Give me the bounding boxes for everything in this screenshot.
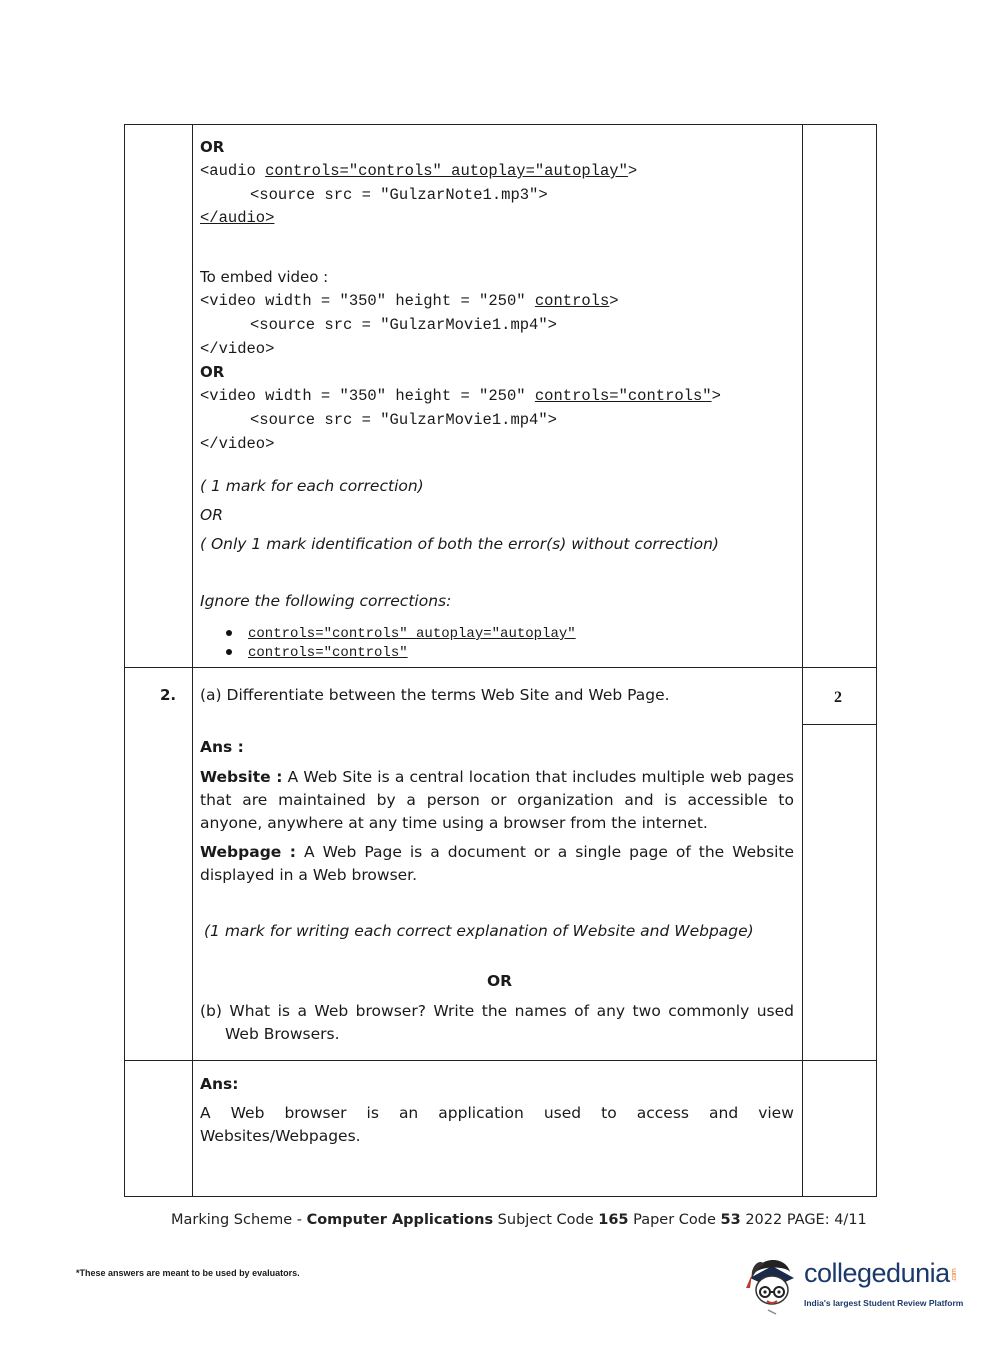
mascot-icon <box>742 1248 802 1318</box>
bullet-text: controls="controls" <box>248 645 408 661</box>
answer-line-2: Websites/Webpages. <box>200 1127 361 1145</box>
answer-line-1 <box>200 1104 794 1122</box>
bullet-text: controls="controls" autoplay="autoplay" <box>248 626 576 642</box>
mark-note: ( 1 mark for each correction) <box>200 477 424 495</box>
code-attrs: controls <box>534 292 610 310</box>
code-video2-open <box>200 387 721 405</box>
footer-subject: Computer Applications <box>306 1212 494 1228</box>
table-line-top <box>124 124 877 125</box>
word: used <box>543 1104 582 1122</box>
code-audio-close: </audio> <box>200 209 275 227</box>
only-mark-note: ( Only 1 mark identification of both the error(s) without correction) <box>200 535 719 553</box>
code-video1-source: <source src = "GulzarMovie1.mp4"> <box>250 316 557 334</box>
word: to <box>601 1104 617 1122</box>
bullet-item <box>226 642 408 661</box>
evaluator-disclaimer: *These answers are meant to be used by evaluators. <box>76 1268 300 1278</box>
word: and <box>709 1104 739 1122</box>
page-footer <box>171 1212 867 1228</box>
ignore-label: Ignore the following corrections: <box>200 592 452 610</box>
table-line-row1 <box>124 667 877 668</box>
question-b-text: (b) What is a Web browser? Write the names of any two commonly used Web Browsers. <box>200 1002 794 1043</box>
code-video1-open <box>200 292 619 310</box>
table-line-col2 <box>802 124 803 1197</box>
website-term: Website : <box>200 768 283 786</box>
embed-video-label: To embed video : <box>200 268 329 286</box>
bullet-item <box>226 623 576 642</box>
code-fragment: <video width = "350" height = "250" <box>200 292 535 310</box>
footer-page: 2022 PAGE: 4/11 <box>740 1212 867 1228</box>
code-video2-close: </video> <box>200 435 275 453</box>
logo-name: collegedunia <box>804 1258 950 1288</box>
table-line-marks <box>802 724 877 725</box>
bullet-dot <box>226 649 232 655</box>
footer-text: Subject Code <box>493 1212 599 1228</box>
code-audio-open <box>200 162 637 180</box>
footer-paper-code: 53 <box>720 1212 741 1228</box>
code-fragment: > <box>627 162 638 180</box>
footer-text: Marking Scheme - <box>171 1212 307 1228</box>
word: application <box>438 1104 524 1122</box>
code-video1-close: </video> <box>200 340 275 358</box>
code-fragment: > <box>609 292 619 310</box>
webpage-term: Webpage : <box>200 843 296 861</box>
collegedunia-logo[interactable] <box>742 1248 972 1320</box>
ans-label: Ans: <box>200 1075 239 1093</box>
or-label: OR <box>200 506 223 524</box>
footer-text: Paper Code <box>628 1212 721 1228</box>
word: A <box>200 1104 211 1122</box>
code-attrs: controls="controls" autoplay="autoplay" <box>265 162 628 180</box>
word: Web <box>230 1104 265 1122</box>
code-audio-source: <source src = "GulzarNote1.mp3"> <box>250 186 548 204</box>
footer-subject-code: 165 <box>598 1212 629 1228</box>
table-line-right <box>876 124 877 1197</box>
code-attrs: controls="controls" <box>534 387 712 405</box>
webpage-definition <box>200 841 794 887</box>
word: browser <box>284 1104 347 1122</box>
question-marks: 2 <box>834 689 842 706</box>
or-label: OR <box>200 138 225 156</box>
website-definition <box>200 766 794 835</box>
question-a-text: (a) Differentiate between the terms Web Site and Web Page. <box>200 686 670 704</box>
word: view <box>758 1104 794 1122</box>
word: is <box>366 1104 379 1122</box>
code-fragment: > <box>711 387 721 405</box>
logo-wordmark <box>804 1258 963 1289</box>
table-line-bottom <box>124 1196 877 1197</box>
website-def-text: A Web Site is a central location that includes multiple web pages that are maintained by a person or organization and is accessible to anyone, anywhere at any time using a browser from the internet. <box>200 768 794 832</box>
logo-tagline: India's largest Student Review Platform <box>804 1298 964 1308</box>
table-line-left <box>124 124 125 1197</box>
code-video2-source: <source src = "GulzarMovie1.mp4"> <box>250 411 557 429</box>
bullet-dot <box>226 630 232 636</box>
or-label: OR <box>200 363 225 381</box>
word: access <box>636 1104 689 1122</box>
word: an <box>398 1104 419 1122</box>
table-line-col1 <box>192 124 193 1197</box>
code-fragment: <audio <box>200 162 266 180</box>
ans-label: Ans : <box>200 738 244 756</box>
code-fragment: <video width = "350" height = "250" <box>200 387 535 405</box>
or-label: OR <box>487 972 513 990</box>
question-number: 2. <box>160 686 177 704</box>
mark-note: (1 mark for writing each correct explanation of Website and Webpage) <box>204 922 754 940</box>
table-line-row2 <box>124 1060 877 1061</box>
webpage-def-text: A Web Page is a document or a single page of the Website displayed in a Web browser. <box>200 843 794 884</box>
logo-suffix: .com <box>950 1268 958 1282</box>
